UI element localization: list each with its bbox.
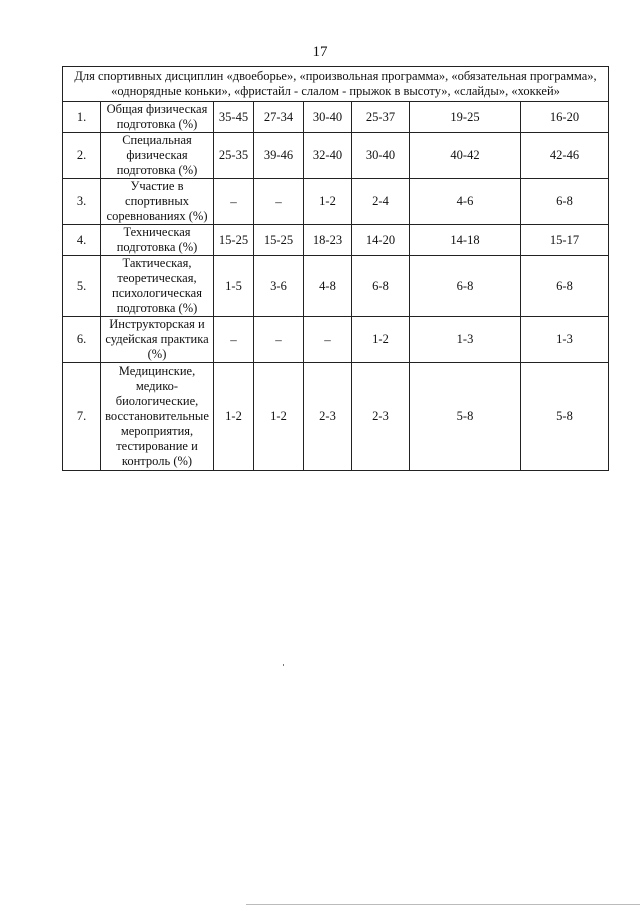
value-cell: 6-8: [521, 179, 609, 225]
value-cell: 5-8: [521, 363, 609, 471]
value-cell: 1-3: [410, 317, 521, 363]
value-cell: 1-2: [214, 363, 254, 471]
value-cell: –: [214, 179, 254, 225]
value-cell: 3-6: [254, 256, 304, 317]
value-cell: 40-42: [410, 133, 521, 179]
table-row: [63, 102, 609, 133]
value-cell: 1-2: [352, 317, 410, 363]
value-cell: 15-25: [214, 225, 254, 256]
row-number: 3.: [63, 179, 101, 225]
row-number: 7.: [63, 363, 101, 471]
value-cell: 1-3: [521, 317, 609, 363]
value-cell: 14-18: [410, 225, 521, 256]
value-cell: 6-8: [352, 256, 410, 317]
row-label: Инструкторская и судейская практика (%): [101, 317, 214, 363]
value-cell: 30-40: [352, 133, 410, 179]
value-cell: 5-8: [410, 363, 521, 471]
value-cell: 15-25: [254, 225, 304, 256]
value-cell: 18-23: [304, 225, 352, 256]
training-norms-table: [62, 66, 609, 471]
table-row: [63, 179, 609, 225]
value-cell: –: [254, 317, 304, 363]
row-number: 5.: [63, 256, 101, 317]
row-label: Техническая подготовка (%): [101, 225, 214, 256]
table-row: [63, 317, 609, 363]
value-cell: 35-45: [214, 102, 254, 133]
value-cell: 2-4: [352, 179, 410, 225]
value-cell: 30-40: [304, 102, 352, 133]
row-number: 4.: [63, 225, 101, 256]
value-cell: 15-17: [521, 225, 609, 256]
value-cell: 39-46: [254, 133, 304, 179]
page-number: 17: [312, 44, 328, 60]
table-row: [63, 225, 609, 256]
table-header-row: [63, 67, 609, 102]
value-cell: 1-2: [304, 179, 352, 225]
value-cell: 6-8: [521, 256, 609, 317]
row-label: Участие в спортивных соревнованиях (%): [101, 179, 214, 225]
value-cell: 4-6: [410, 179, 521, 225]
value-cell: 1-5: [214, 256, 254, 317]
table-header-cell: Для спортивных дисциплин «двоеборье», «произвольная программа», «обязательная программа», «однорядные коньки», «фристайл - слалом - прыжок в высоту», «слайды», «хоккей»: [63, 67, 609, 102]
row-label: Тактическая, теоретическая, психологическая подготовка (%): [101, 256, 214, 317]
value-cell: 19-25: [410, 102, 521, 133]
row-label: Медицинские, медико-биологические, восстановительные мероприятия, тестирование и контроль (%): [101, 363, 214, 471]
table-row: [63, 363, 609, 471]
row-number: 6.: [63, 317, 101, 363]
value-cell: 2-3: [304, 363, 352, 471]
scan-speck: [283, 664, 284, 666]
value-cell: 14-20: [352, 225, 410, 256]
value-cell: 4-8: [304, 256, 352, 317]
row-number: 2.: [63, 133, 101, 179]
value-cell: 25-35: [214, 133, 254, 179]
value-cell: 1-2: [254, 363, 304, 471]
value-cell: –: [214, 317, 254, 363]
row-label: Специальная физическая подготовка (%): [101, 133, 214, 179]
value-cell: 2-3: [352, 363, 410, 471]
value-cell: 6-8: [410, 256, 521, 317]
value-cell: 32-40: [304, 133, 352, 179]
value-cell: 27-34: [254, 102, 304, 133]
value-cell: 16-20: [521, 102, 609, 133]
value-cell: –: [304, 317, 352, 363]
value-cell: –: [254, 179, 304, 225]
row-label: Общая физическая подготовка (%): [101, 102, 214, 133]
table-row: [63, 256, 609, 317]
row-number: 1.: [63, 102, 101, 133]
table-row: [63, 133, 609, 179]
value-cell: 42-46: [521, 133, 609, 179]
value-cell: 25-37: [352, 102, 410, 133]
